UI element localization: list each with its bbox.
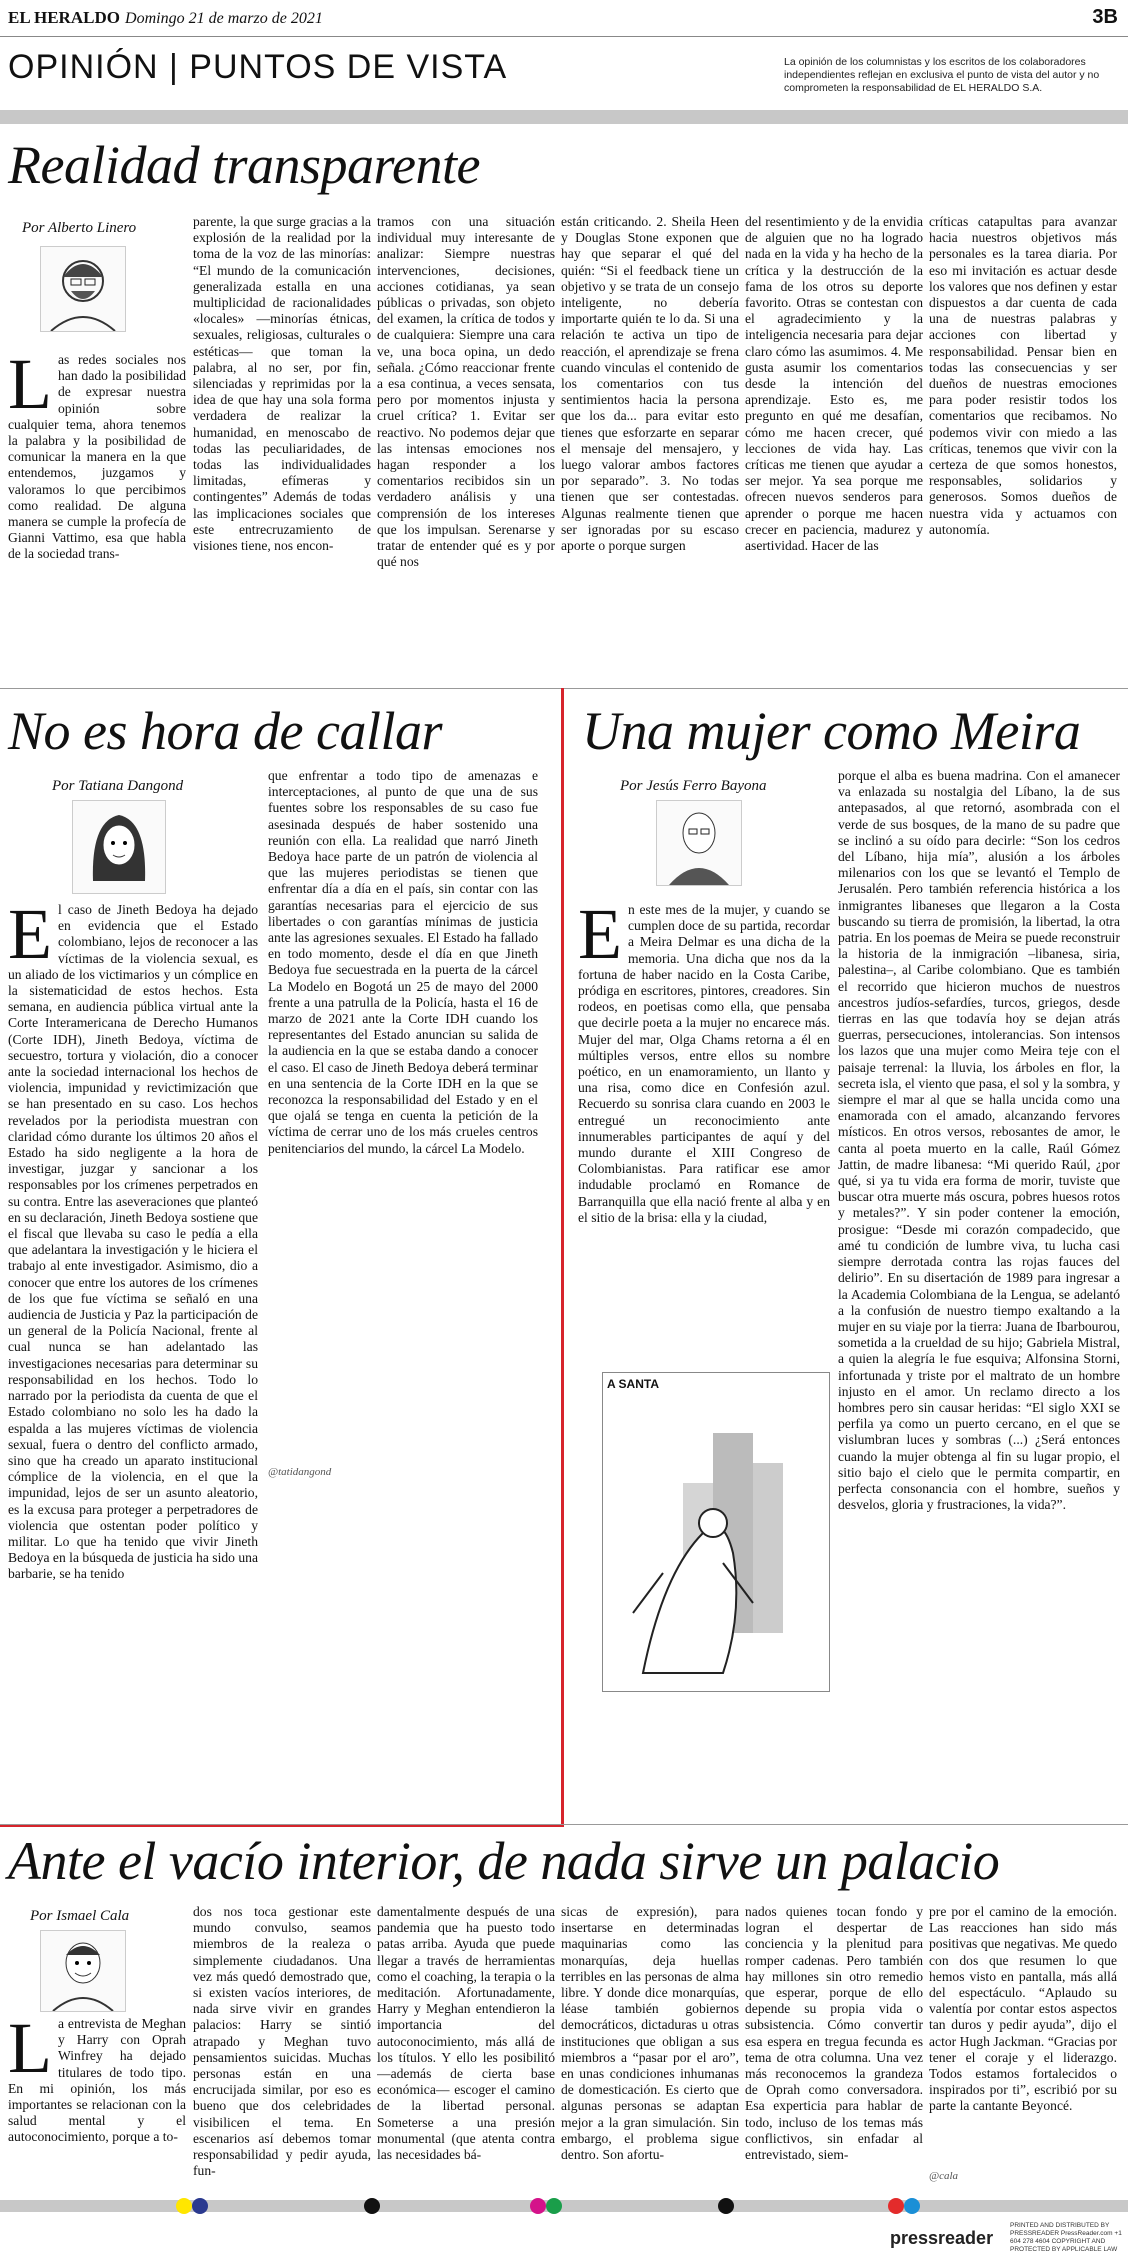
author-portrait-cala [40, 1930, 126, 2012]
byline-ferro: Por Jesús Ferro Bayona [620, 778, 767, 794]
article-column: nados quienes tocan fondo y logran el despertar de conciencia y la plenitud para romper cadenas. Pero también hay millones sin otro remedio que esperar, porque de ello depende su propia vida o subsistencia. Cómo convertir esa espera en tregua fecunda es tema de otra columna. Una vez más reconocemos la grandeza de Oprah como conversadora. Esa experticia para hablar de todo, incluso de los temas más conflictivos, sin enfadar al entrevistado, siem- [745, 1904, 923, 2163]
registration-dot [888, 2198, 904, 2214]
article-column: críticas catapultas para avanzar hacia nuestros objetivos más personales es la tarea diaria. Por eso mi invitación es actuar desde los valores que nos definen y estar dispuestos a dar cuenta de cada una de nuestras palabras y acciones con libertad y responsabilidad. Pensar bien en todas las consecuencias y ser dueños de nuestras emociones para poder resistir todos los comentarios que recibamos. No podemos vivir con miedo a las críticas, tenemos que vivir con la certeza de que somos honestos, responsables, solidarios y generosos. Somos dueños de nuestra vida y actuamos con autonomía. [929, 214, 1117, 537]
paper-name: EL HERALDO [8, 8, 120, 27]
registration-dot [364, 2198, 380, 2214]
cartoon [602, 1372, 830, 1692]
section-bar [0, 110, 1128, 124]
dropcap: E [578, 902, 622, 974]
byline-cala: Por Ismael Cala [30, 1908, 130, 1924]
article-column: En este mes de la mujer, y cuando se cumplen doce de su partida, recordar a Meira Delmar es una dicha de la memoria. Una dicha que nos da la fortuna de haber nacido en la Costa Caribe, pródiga en escritores, pintores, creadores. Sin rodeos, en poetisas como ella, que pensaba que decirle poeta a la mujer no encarece más. Mujer del mar, Olga Chams retorna a él en múltiples versos, entre ellos su nombre poético, en un enamoramiento, un llanto y una risa, como dice en Confesión azul. Recuerdo su sonrisa clara cuando en 2003 le entregué un reconocimiento ante innumerables participantes de aquí y del mundo durante el XIII Congreso de Colombianistas. Para ratificar ese amor indudable proclamó en Romance de Barranquilla que ella nació frente al alba y en el sitio de la brisa: ella y la ciudad, [578, 902, 830, 1225]
cartoon-label: A SANTA [607, 1377, 659, 1391]
article-column: están criticando. 2. Sheila Heen y Douglas Stone exponen que hay que separar el qué del quién: “Si el feedback tiene un objetivo y se trata de un consejo inteligente, no debería importarte quién te lo da. Si una relación te activa un tipo de reacción, el aprendizaje se frena cuando vinculas el contenido de los comentarios con tus sentimientos hacia la persona que los da... para evitar esto tienes que esforzarte en separar el mensaje del mensajero, y luego valorar ambos factores por separado”. 3. No todas tienen que ser contestadas. Algunas realmente tienen que ser ignoradas por su escaso aporte o porque surgen [561, 214, 739, 554]
pressreader-logo[interactable]: pressreader [890, 2228, 994, 2248]
author-handle: @tatidangond [268, 1466, 332, 1478]
byline-dangond: Por Tatiana Dangond [52, 778, 184, 794]
registration-dot [904, 2198, 920, 2214]
article-title-no-es-hora: No es hora de callar [8, 701, 442, 761]
registration-dot [718, 2198, 734, 2214]
article-column: tramos con una situación individual muy interesante de analizar: Siempre nuestras intervenciones, decisiones, acciones cotidianas, ya sean públicas o privadas, son objeto del examen, la crítica de todos y de cualquiera: Siempre una cara ve, una boca opina, un dedo señala. ¿Cómo reaccionar frente a esa continua, a veces sensata, pero por momentos injusta y cruel crítica? 1. Evitar ser reactivo. No podemos dejar que las intensas emociones nos hagan responder a los comentarios recibidos sin un verdadero análisis y una comprensión de los intereses que los impulsan. Serenarse y tratar de entender qué es y por qué nos [377, 214, 555, 570]
divider [0, 1824, 1128, 1825]
article-title-meira: Una mujer como Meira [582, 701, 1081, 761]
issue-date: Domingo 21 de marzo de 2021 [125, 10, 323, 27]
author-portrait-ferro [656, 800, 742, 886]
dropcap: L [8, 2016, 52, 2088]
author-handle: @cala [929, 2170, 959, 2182]
top-divider [0, 36, 1128, 37]
article-column: damentalmente después de una pandemia que ha puesto todo patas arriba. Ayuda que puede llegar a través de herramientas como el coaching, la terapia o la meditación. Afortunadamente, Harry y Meghan entendieron la importancia del autoconocimiento, más allá de los títulos. Y ello les posibilitó —además de cierta base económica— escoger el camino de la libertad personal. Someterse a una presión monumental (que atenta contra las necesidades bá- [377, 1904, 555, 2163]
article-column: La entrevista de Meghan y Harry con Oprah Winfrey ha dejado titulares de todo tipo. En mi opinión, los más importantes se relacionan con la salud mental y el autoconocimiento, porque a to- [8, 2016, 186, 2145]
registration-dot [192, 2198, 208, 2214]
footer-bar [0, 2200, 1128, 2212]
article-column: Las redes sociales nos han dado la posibilidad de expresar nuestra opinión sobre cualquier tema, ahora tenemos la palabra y la posibilidad de comunicar la manera en la que entendemos, juzgamos y valoramos lo que percibimos como realidad. De alguna manera se cumple la profecía de Gianni Vattimo, esa que habla de la sociedad trans- [8, 352, 186, 562]
author-portrait-linero [40, 246, 126, 332]
page-number: 3B [1092, 6, 1118, 28]
section-title: OPINIÓN | PUNTOS DE VISTA [8, 48, 508, 86]
registration-dot [546, 2198, 562, 2214]
cartoon-drawing [603, 1373, 829, 1691]
article-column: que enfrentar a todo tipo de amenazas e interceptaciones, al punto de que una de sus fuentes sobre los responsables de su caso fue asesinada después de haber sostenido una reunión con ella. La realidad que narró Jineth Bedoya hace parte de un patrón de violencia al que las mujeres periodistas se tienen que enfrentar día a día en el país, sin contar con las garantías necesarias para el ejercicio de sus libertades o con garantías mínimas de justicia ante las agresiones sexuales. El Estado ha fallado en todo momento, desde el día en que Jineth Bedoya fue secuestrada en la puerta de la cárcel La Modelo en Bogotá un 25 de mayo del 2000 frente a una patrulla de la Policía, hasta el 16 de marzo de 2021 ante la Corte IDH cuando los representantes del Estado anuncian su salida de la audiencia en la que se estaba dando a conocer el caso. El caso de Jineth Bedoya deberá terminar en una sentencia de la Corte IDH en la que se reconozca la responsabilidad del Estado y en el que ojalá se tenga en cuenta la petición de la víctima de cerrar uno de los más crueles centros penitenciarios del mundo, la cárcel La Modelo. [268, 768, 538, 1156]
byline-linero: Por Alberto Linero [22, 220, 137, 236]
article-column: El caso de Jineth Bedoya ha dejado en evidencia que el Estado colombiano, lejos de reconocer a las víctimas de la violencia sexual, es un aliado de los victimarios y un cómplice en la sistematicidad de estos hechos. Esta semana, en audiencia pública virtual ante la Corte Interamericana de Derecho Humanos (Corte IDH), Jineth Bedoya, víctima de secuestro, tortura y violación, dio a conocer ante la sociedad internacional los hechos de violencia, impunidad y revictimización que se han presentado en su caso. Los hechos revelados por la periodista muestran con claridad cómo durante los últimos 20 años el Estado ha sido negligente a la hora de investigar, juzgar y sancionar a los responsables por los crímenes perpetrados en su contra. Entre las aseveraciones que planteó en su declaración, Jineth Bedoya sostiene que el fiscal que llevaba su caso le pedía a ella que adelantara la investigación y le hiciera el trabajo al ente investigador. Asimismo, dio a conocer que entre los autores de los crímenes de los que fue víctima se señaló en una audiencia de Justicia y Paz la participación de un general de la Policía Nacional, frente al cual nunca se han adelantado las investigaciones necesarias para determinar su responsabilidad en los hechos. Todo lo narrado por la periodista da cuenta de que el Estado colombiano no solo les ha dado la espalda a las mujeres víctimas de violencia sexual, fuera o dentro del conflicto armado, sino que ha creado un aparato institucional cómplice de la violencia, en el que la impunidad, lejos de ser un asunto aleatorio, es la excusa para proteger a perpetradores de violencia que ostentan poder político y militar. Lo que ha tenido que vivir Jineth Bedoya en la búsqueda de justicia ha sido una barbarie, se ha tenido [8, 902, 258, 1582]
article-column: dos nos toca gestionar este mundo convulso, seamos miembros de la realeza o simplemente ciudadanos. Una vez más quedó demostrado que, si existen vacíos interiores, de nada sirve vivir en grandes palacios: Harry se sintió atrapado y Meghan tuvo pensamientos suicidas. Muchas personas están en una encrucijada similar, por eso es bueno que dos celebridades visibilicen el tema. En escenarios así debemos tomar responsabilidad y pedir ayuda, fun- [193, 1904, 371, 2179]
article-title-palacio: Ante el vacío interior, de nada sirve un palacio [8, 1831, 1000, 1891]
article-column: porque el alba es buena madrina. Con el amanecer va enlazada su nostalgia del Líbano, la de sus antepasados, al que retornó, asombrada con el verde de sus bosques, de la mano de su padre que se inclinó a su oído para decirle: “Son los cedros del Líbano, hija mía”, alusión a los árboles milenarios con los que se levantó el Templo de Jerusalén. Pero también referencia histórica a los inmigrantes libaneses que llegaron a la Costa buscando su tierra de promisión, la libertad, la otra patria. En los poemas de Meira se puede reconstruir la historia de la inmigración –libanesa, siria, palestina–, al Caribe colombiano. Que es también el recorrido que hicieron muchos de nuestros ancestros judíos-sefardíes, turcos, griegos, desde tierras en las que todavía hoy se dejan atrás guerras, persecuciones, intolerancias. Son intensos los lazos que una mujer como Meira teje con el paisaje terrenal: la lluvia, los árboles en flor, la secreta isla, el viento que pasa, el sol y la sombra, y siempre el mar al que se halla uncida como una enamorada con el amado, alcanzando fervores místicos. En otros versos, rebosantes de amor, le canta al poeta muerto en la calle, Raúl Gómez Jattin, de madre libanesa: “Mi querido Raúl, ¿por qué, si ya tu vida era forma de morir, tuviste que buscar otra muerte más oscura, pobres huesos rotos y metales?”. Y sin poder contener la emoción, prosigue: “Desde mi corazón compadecido, que amé tu condición de lumbre viva, tu lucha casi siempre derrotada contra las rojas fauces del delirio”. En su disertación de 1989 para ingresar a la Academia Colombiana de la Lengua, se adelantó a la confusión de nuestro tiempo exaltando a la mujer en su viaje por la tierra: Juana de Ibarbourou, sometida a la crueldad de su hijo; Gabriela Mistral, a quien la alegría le fue esquiva; Alfonsina Storni, infortunada y triste por el maltrato de un hombre injusto en el amor. Un reclamo directo a los hombres pero sin causar heridas: “El siglo XXI se perfila ya como un puerto cercano, en el que se vislumbran luces y sombras (...) ¿Será entonces cuando la mujer obtenga al fin su lugar propio, el sitio bajo el cielo que le permita compartir, en perfecta consonancia con el hombre, sueños y desvelos, gloria y frustraciones, la vida?”. [838, 768, 1120, 1513]
article-column: pre por el camino de la emoción. Las reacciones han sido más positivas que negativas. Me quedo con dos que resumen lo que hemos visto en pantalla, más allá del espectáculo. “Aplaudo su valentía por contar estos aspectos tan duros y pedir ayuda”, dijo el actor Hugh Jackman. “Gracias por tener el coraje y el liderazgo. Todos estamos fortalecidos o inspirados por ti”, escribió por su parte la cantante Beyoncé. [929, 1904, 1117, 2114]
article-column: del resentimiento y de la envidia de alguien que no ha logrado nada en la vida y ha hecho de la crítica y la destrucción de la fama de los otros su deporte favorito. Otras se contestan con el agradecimiento y la inteligencia necesaria para dejar claro cómo las asumimos. 4. Me gusta asumir los comentarios desde la intención del aprendizaje. Esto es, me pregunto en qué me desafían, cómo me hacen crecer, qué lecciones de vida hay. Las críticas me tienen que ayudar a ser mejor. Ya sea porque me ofrecen nuevos senderos para aprender o porque me hacen crecer en paciencia, madurez y asertividad. Hacer de las [745, 214, 923, 554]
article-column: parente, la que surge gracias a la explosión de la realidad por la toma de la voz de las minorías: “El mundo de la comunicación generalizada estalla en una multiplicidad de racionalidades «locales» —minorías étnicas, sexuales, religiosas, culturales o estéticas— que toman la palabra, al no ser, por fin, silenciadas y reprimidas por la idea de que hay una sola forma verdadera de realizar la humanidad, en menoscabo de todas las peculiaridades, de todas las individualidades limitadas, efímeras y contingentes” Además de todas las implicaciones sociales que este entrecruzamiento de visiones tiene, nos encon- [193, 214, 371, 554]
article-title-realidad: Realidad transparente [8, 135, 480, 195]
article-column: sicas de expresión), para insertarse en determinadas maquinarias como las monarquías, deja huellas terribles en las personas de alma libre. Y donde dice monarquías, léase también gobiernos democráticos, dictaduras u otras instituciones que obligan a sus miembros a “pasar por el aro”, en unas condiciones inhumanas de domesticación. Es cierto que algunas personas se adaptan mejor a la gran simulación. Sin embargo, el problema sigue dentro. Son afortu- [561, 1904, 739, 2163]
dropcap: E [8, 902, 52, 974]
footer-notice: PRINTED AND DISTRIBUTED BY PRESSREADER PressReader.com +1 604 278 4604 COPYRIGHT AND PROTECTED BY APPLICABLE LAW [1010, 2222, 1122, 2253]
registration-dot [176, 2198, 192, 2214]
masthead [8, 8, 323, 28]
disclaimer: La opinión de los columnistas y los escritos de los colaboradores independientes reflejan en exclusiva el punto de vista del autor y no comprometen la responsabilidad de EL HERALDO S.A. [784, 56, 1100, 94]
author-portrait-dangond [72, 800, 166, 894]
dropcap: L [8, 352, 52, 424]
registration-dot [530, 2198, 546, 2214]
